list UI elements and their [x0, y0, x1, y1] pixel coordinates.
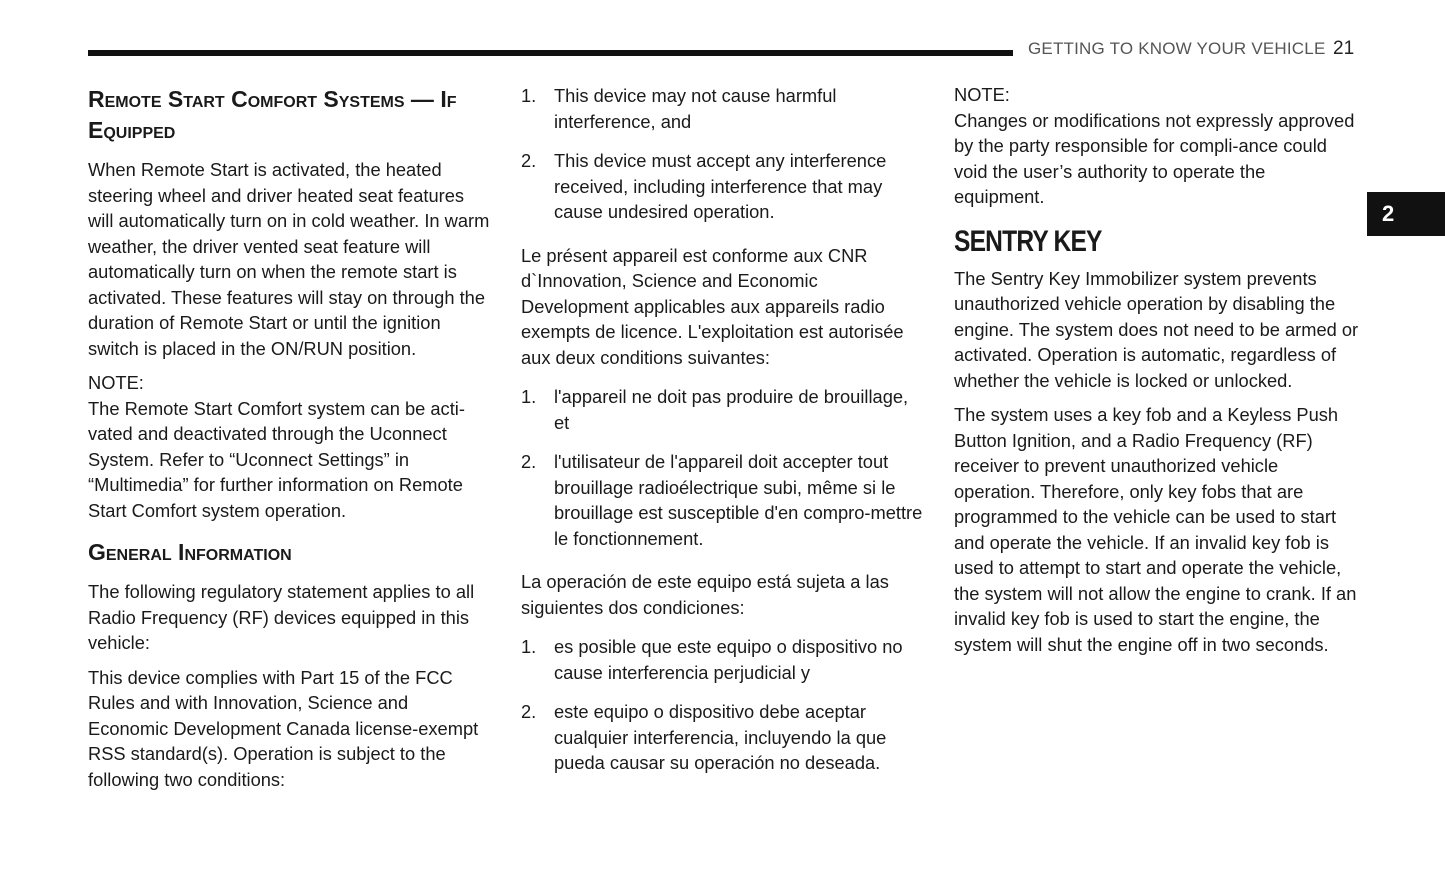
list-text: l'utilisateur de l'appareil doit accepter tout brouillage radioélectrique subi, même si le brouillage est susceptible d'en compro-mettre le fonctionnement. — [554, 451, 923, 549]
paragraph-remote-start-description: When Remote Start is activated, the heated steering wheel and driver heated seat features will automatically turn on in cold weather. In warm weather, the driver vented seat feature will automatically turn on when the remote start is activated. These features will stay on through the duration of Remote Start or until the ignition switch is placed in the ON/RUN position. — [88, 159, 490, 359]
paragraph-spanish-statement: La operación de este equipo está sujeta a las siguientes dos condiciones: — [521, 571, 889, 618]
list-text: es posible que este equipo o dispositivo no cause interferencia perjudicial y — [554, 636, 903, 683]
list-text: This device may not cause harmful interference, and — [554, 85, 837, 132]
list-text: This device must accept any interference received, including interference that may cause undesired operation. — [554, 150, 887, 222]
note-label: NOTE: — [954, 84, 1010, 105]
note-text-uconnect: The Remote Start Comfort system can be acti-vated and deactivated through the Uconnect System. Refer to “Uconnect Settings” in “Multimedia” for further information on Remote Start Comfort system operation. — [88, 397, 465, 521]
list-spanish-conditions — [521, 634, 926, 776]
column-right — [954, 82, 1359, 666]
list-item — [521, 634, 926, 685]
header-rule — [88, 50, 1013, 56]
list-english-conditions — [521, 83, 926, 225]
list-item — [521, 449, 926, 551]
paragraph-fcc-compliance: This device complies with Part 15 of the FCC Rules and with Innovation, Science and Economic Development Canada license-exempt RSS standard(s). Operation is subject to the following two conditions: — [88, 666, 479, 790]
list-number: 2. — [521, 451, 537, 472]
column-left — [88, 82, 493, 801]
section-heading-remote-start-comfort: Remote Start Comfort Systems — If Equipped — [88, 86, 457, 143]
section-heading-general-information: General Information — [88, 539, 292, 565]
list-number: 2. — [521, 150, 537, 171]
page-number: 21 — [1333, 38, 1355, 59]
paragraph-sentry-key-overview: The Sentry Key Immobilizer system prevents unauthorized vehicle operation by disabling the engine. The system does not need to be armed or activated. Operation is automatic, regardless of whether the vehicle is locked or unlocked. — [954, 267, 1359, 391]
list-item — [521, 148, 926, 225]
list-number: 2. — [521, 701, 537, 722]
list-item — [521, 83, 926, 134]
note-label: NOTE: — [88, 372, 144, 393]
chapter-tab: 2 — [1367, 192, 1445, 236]
list-number: 1. — [521, 636, 537, 657]
paragraph-regulatory-statement: The following regulatory statement applies to all Radio Frequency (RF) devices equipped in this vehicle: — [88, 581, 475, 653]
list-french-conditions — [521, 384, 926, 551]
list-item — [521, 699, 926, 776]
note-text-modifications: Changes or modifications not expressly approved by the party responsible for compli-ance could void the user’s authority to operate the equipment. — [954, 109, 1355, 207]
list-number: 1. — [521, 386, 537, 407]
section-heading-sentry-key: SENTRY KEY — [954, 224, 1102, 258]
list-text: l'appareil ne doit pas produire de brouillage, et — [554, 386, 909, 433]
running-header-title: GETTING TO KNOW YOUR VEHICLE — [1028, 39, 1326, 58]
list-number: 1. — [521, 85, 537, 106]
paragraph-sentry-key-operation: The system uses a key fob and a Keyless Push Button Ignition, and a Radio Frequency (RF) receiver to prevent unauthorized vehicle operation. Therefore, only key fobs that are programmed to the vehicle can be used to start and operate the vehicle. If an invalid key fob is used to attempt to start and operate the vehicle, the system will not allow the engine to crank. If an invalid key fob is used to start the engine, the system will shut the engine off in two seconds. — [954, 404, 1357, 655]
list-item — [521, 384, 926, 435]
column-middle — [521, 83, 926, 790]
paragraph-french-statement: Le présent appareil est conforme aux CNR d`Innovation, Science and Economic Development applicables aux appareils radio exempts de licence. L'exploitation est autorisée aux deux conditions suivantes: — [521, 244, 904, 368]
list-text: este equipo o dispositivo debe aceptar cualquier interferencia, incluyendo la que pueda causar su operación no deseada. — [554, 701, 887, 773]
